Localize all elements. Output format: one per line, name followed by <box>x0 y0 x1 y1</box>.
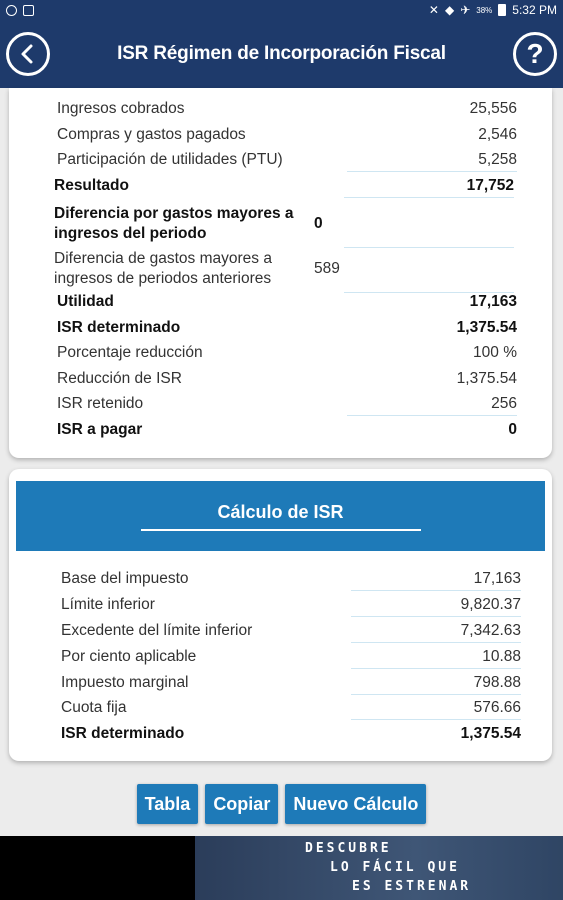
divider <box>351 668 521 669</box>
list-item: Ingresos cobrados 25,556 <box>57 100 517 117</box>
calculo-card <box>9 469 552 761</box>
status-bar <box>0 0 563 20</box>
list-item: Reducción de ISR 1,375.54 <box>57 370 517 387</box>
list-item: Cuota fija 576.66 <box>61 699 521 717</box>
battery-percent: 38% <box>476 5 493 15</box>
help-button[interactable] <box>513 32 557 76</box>
nuevo-calculo-button[interactable]: Nuevo Cálculo <box>285 784 426 824</box>
divider <box>344 197 514 198</box>
arrow-left-icon <box>17 43 39 65</box>
airplane-icon: ✈ <box>460 3 471 17</box>
divider <box>351 642 521 643</box>
ad-text: DESCUBRE <box>305 841 392 856</box>
battery-icon <box>498 4 506 16</box>
divider <box>351 694 521 695</box>
ad-banner[interactable] <box>0 836 563 900</box>
wifi-icon: ◆ <box>444 3 455 17</box>
list-item: Diferencia por gastos mayores a ingresos del periodo 0 <box>54 203 514 245</box>
list-item: Límite inferior 9,820.37 <box>61 596 521 614</box>
list-item: Compras y gastos pagados 2,546 <box>57 126 517 143</box>
list-item: Participación de utilidades (PTU) 5,258 <box>57 151 517 169</box>
section-title: Cálculo de ISR <box>217 501 344 522</box>
list-item: Porcentaje reducción 100 % <box>57 344 517 361</box>
ad-text: LO FÁCIL QUE <box>330 860 460 875</box>
app-bar <box>0 20 563 88</box>
summary-card <box>9 88 552 458</box>
list-item: Utilidad 17,163 <box>57 293 517 310</box>
tabla-button[interactable]: Tabla <box>137 784 199 824</box>
clock: 5:32 PM <box>512 3 557 17</box>
image-icon <box>23 5 34 16</box>
divider <box>141 529 421 531</box>
action-bar <box>0 784 563 824</box>
divider <box>351 719 521 720</box>
list-item: Impuesto marginal 798.88 <box>61 674 521 692</box>
list-item: Diferencia de gastos mayores a ingresos de periodos anteriores 589 <box>54 248 514 290</box>
divider <box>347 171 517 172</box>
list-item: Por ciento aplicable 10.88 <box>61 648 521 666</box>
page-title: ISR Régimen de Incorporación Fiscal <box>117 43 446 64</box>
list-item: Base del impuesto 17,163 <box>61 570 521 588</box>
list-item: ISR retenido 256 <box>57 395 517 413</box>
section-header <box>16 481 545 551</box>
question-icon: ? <box>526 38 544 69</box>
back-button[interactable] <box>6 32 50 76</box>
list-item: ISR determinado 1,375.54 <box>61 725 521 742</box>
list-item: ISR determinado 1,375.54 <box>57 319 517 336</box>
mute-icon: ✕ <box>428 3 439 17</box>
list-item: ISR a pagar 0 <box>57 421 517 438</box>
list-item: Excedente del límite inferior 7,342.63 <box>61 622 521 640</box>
divider <box>347 415 517 416</box>
copiar-button[interactable]: Copiar <box>205 784 278 824</box>
notification-icon <box>6 5 17 16</box>
divider <box>351 616 521 617</box>
list-item: Resultado 17,752 <box>54 177 514 195</box>
ad-text: ES ESTRENAR <box>352 879 472 894</box>
divider <box>351 590 521 591</box>
